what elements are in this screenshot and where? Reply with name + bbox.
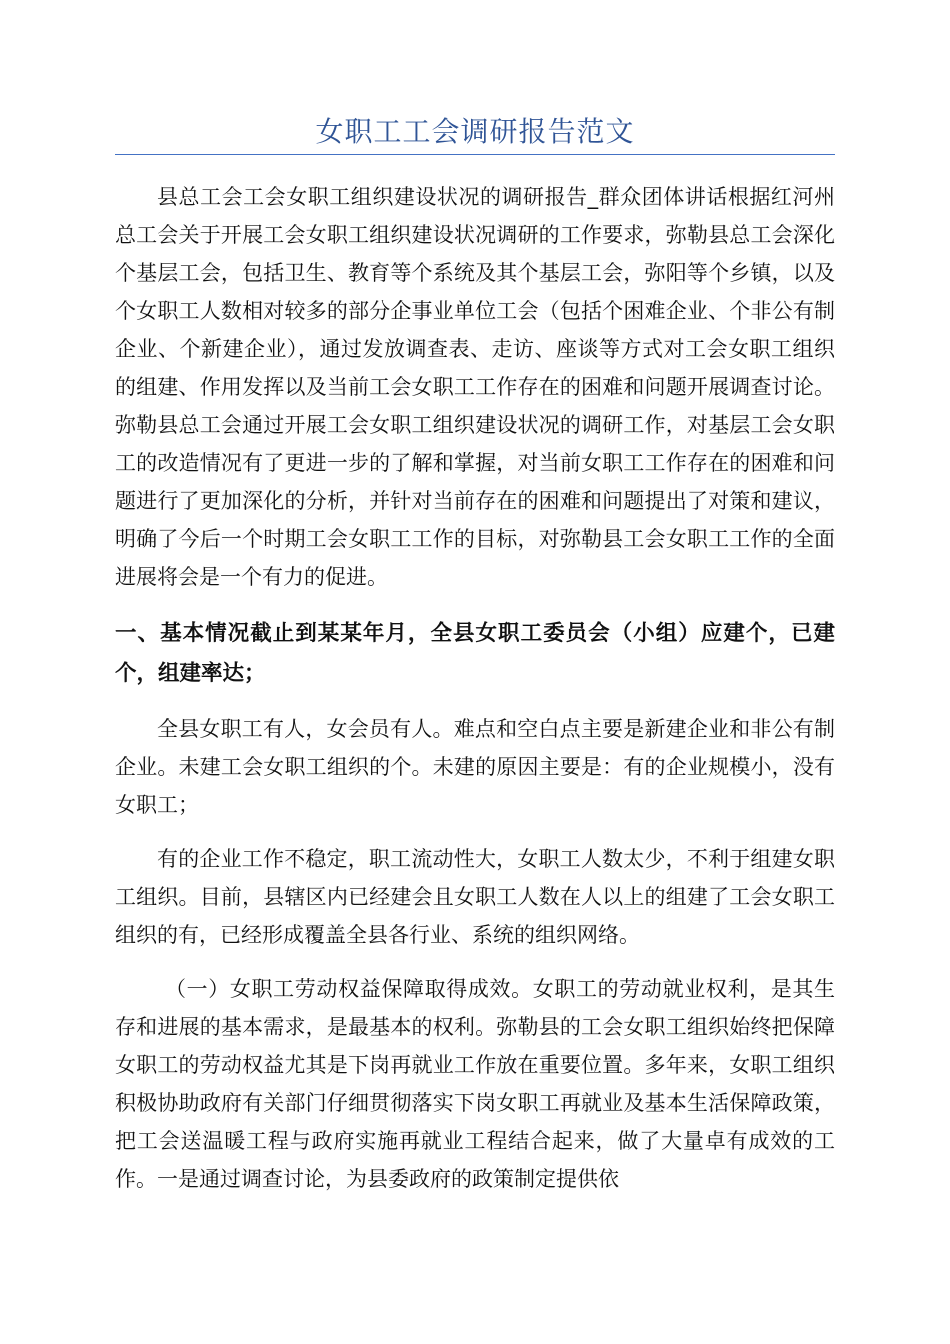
body-paragraph: 全县女职工有人，女会员有人。难点和空白点主要是新建企业和非公有制企业。未建工会女职工组织的个。未建的原因主要是：有的企业规模小，没有女职工； bbox=[115, 717, 835, 817]
section-heading: 一、基本情况截止到某某年月，全县女职工委员会（小组）应建个，已建个，组建率达； bbox=[115, 621, 835, 686]
document-title: 女职工工会调研报告范文 bbox=[315, 115, 635, 148]
subsection-paragraph: （一）女职工劳动权益保障取得成效。女职工的劳动就业权利，是其生存和进展的基本需求，是最基本的权利。弥勒县的工会女职工组织始终把保障女职工的劳动权益尤其是下岗再就业工作放在重要位置。多年来，女职工组织积极协助政府有关部门仔细贯彻落实下岗女职工再就业及基本生活保障政策，把工会送温暖工程与政府实施再就业工程结合起来，做了大量卓有成效的工作。一是通过调查讨论，为县委政府的政策制定提供依 bbox=[115, 977, 835, 1191]
body-paragraph: 有的企业工作不稳定，职工流动性大，女职工人数太少，不利于组建女职工组织。目前，县辖区内已经建会且女职工人数在人以上的组建了工会女职工组织的有，已经形成覆盖全县各行业、系统的组织网络。 bbox=[115, 847, 835, 947]
intro-paragraph: 县总工会工会女职工组织建设状况的调研报告_群众团体讲话根据红河州总工会关于开展工会女职工组织建设状况调研的工作要求，弥勒县总工会深化个基层工会，包括卫生、教育等个系统及其个基层工会，弥阳等个乡镇，以及个女职工人数相对较多的部分企事业单位工会（包括个困难企业、个非公有制企业、个新建企业），通过发放调查表、走访、座谈等方式对工会女职工组织的组建、作用发挥以及当前工会女职工工作存在的困难和问题开展调查讨论。弥勒县总工会通过开展工会女职工组织建设状况的调研工作，对基层工会女职工的改造情况有了更进一步的了解和掌握，对当前女职工工作存在的困难和问题进行了更加深化的分析，并针对当前存在的困难和问题提出了对策和建议，明确了今后一个时期工会女职工工作的目标，对弥勒县工会女职工工作的全面进展将会是一个有力的促进。 bbox=[115, 185, 835, 589]
document-body bbox=[115, 178, 835, 1198]
title-underline bbox=[115, 154, 835, 155]
